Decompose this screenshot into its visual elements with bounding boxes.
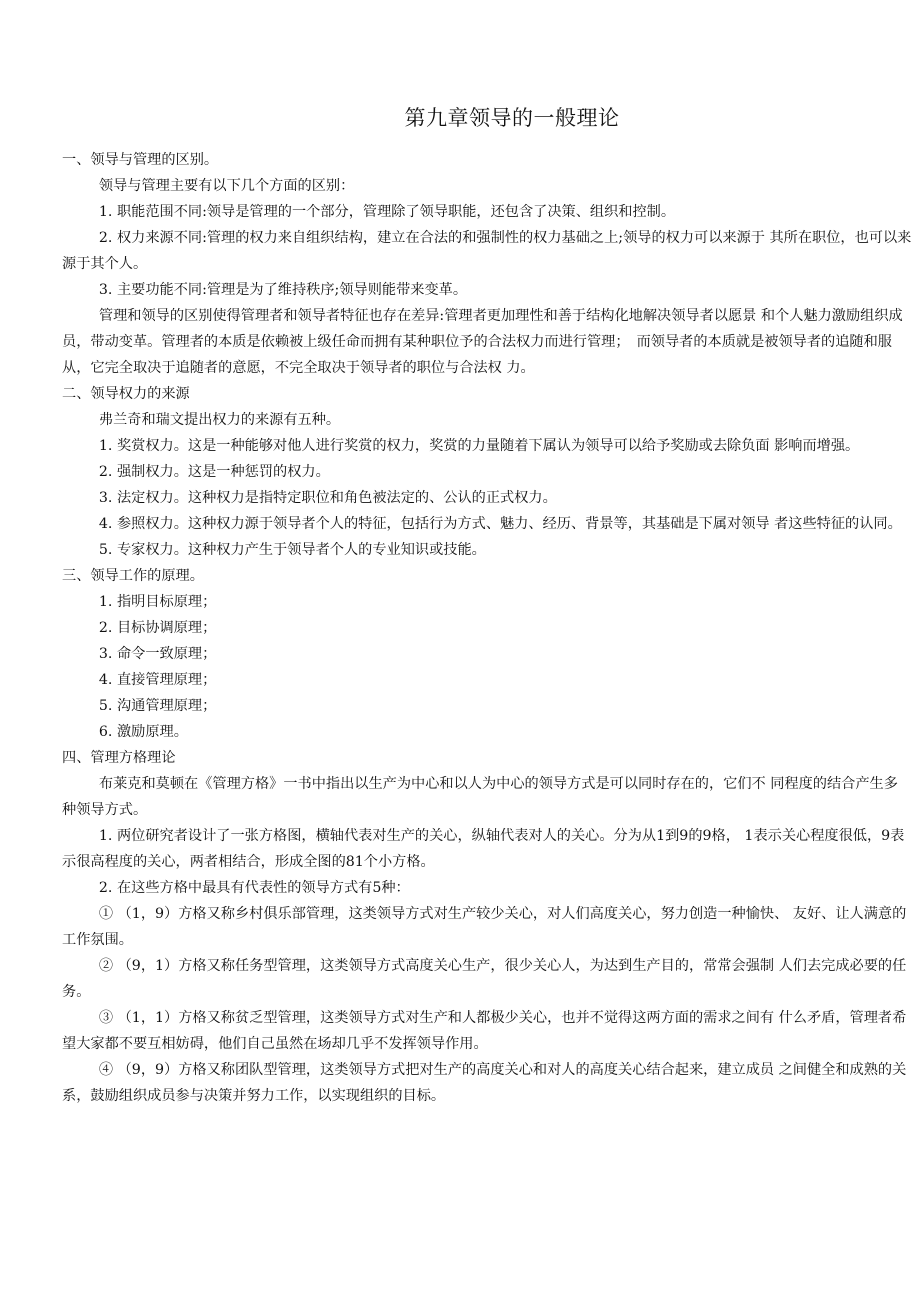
- list-item: 1. 指明目标原理；: [98, 594, 217, 610]
- paragraph: 5. 专家权力。这种权力产生于领导者个人的专业知识或技能。: [98, 542, 486, 558]
- paragraph: ② （9，1）方格又称任务型管理，这类领导方式高度关心生产，很少关心人，为达到生产目的，常常会强制 人们去完成必要的任务。: [62, 958, 907, 1000]
- section-heading: 三、领导工作的原理。: [62, 568, 204, 584]
- paragraph: ④ （9，9）方格又称团队型管理，这类领导方式把对生产的高度关心和对人的高度关心结合起来，建立成员 之间健全和成熟的关系，鼓励组织成员参与决策并努力工作，以实现组织的目标。: [62, 1062, 907, 1104]
- paragraph: 1. 奖赏权力。这是一种能够对他人进行奖赏的权力，奖赏的力量随着下属认为领导可以给予奖励或去除负面 影响而增强。: [98, 438, 860, 454]
- section-heading: 二、领导权力的来源: [62, 386, 190, 402]
- list-item: 2. 目标协调原理；: [98, 620, 217, 636]
- paragraph: 1. 两位研究者设计了一张方格图，横轴代表对生产的关心，纵轴代表对人的关心。分为从1到9的9格， 1表示关心程度很低，9表示很高程度的关心，两者相结合，形成全图的81个小方格。: [62, 828, 905, 870]
- paragraph: 2. 权力来源不同:管理的权力来自组织结构，建立在合法的和强制性的权力基础之上;领导的权力可以来源于 其所在职位，也可以来源于其个人。: [62, 230, 912, 272]
- list-item: 3. 命令一致原理；: [98, 646, 217, 662]
- list-item: 6. 激励原理。: [98, 724, 188, 740]
- paragraph: ③ （1，1）方格又称贫乏型管理，这类领导方式对生产和人都极少关心，也并不觉得这两方面的需求之间有 什么矛盾，管理者希望大家都不要互相妨碍，他们自己虽然在场却几乎不发挥领导作用。: [62, 1010, 907, 1052]
- document-title: 第九章领导的一般理论: [404, 106, 620, 130]
- paragraph: 布莱克和莫顿在《管理方格》一书中指出以生产为中心和以人为中心的领导方式是可以同时存在的，它们不 同程度的结合产生多种领导方式。: [62, 776, 898, 818]
- paragraph: 1. 职能范围不同:领导是管理的一个部分，管理除了领导职能，还包含了决策、组织和控制。: [98, 204, 676, 220]
- section-heading: 四、管理方格理论: [62, 750, 176, 766]
- paragraph: 2. 在这些方格中最具有代表性的领导方式有5种：: [98, 880, 410, 896]
- paragraph: 管理和领导的区别使得管理者和领导者特征也存在差异:管理者更加理性和善于结构化地解决领导者以愿景 和个人魅力激励组织成员，带动变革。管理者的本质是依赖被上级任命而拥有某种职位予的合法权力而进行管理； 而领导者的本质就是被领导者的追随和服从，它完全取决于追随者的意愿，不完全取决于领导者的职位与合法权 力。: [62, 308, 903, 376]
- paragraph: 弗兰奇和瑞文提出权力的来源有五种。: [98, 412, 341, 428]
- section-heading: 一、领导与管理的区别。: [62, 152, 219, 168]
- paragraph: 3. 法定权力。这种权力是指特定职位和角色被法定的、公认的正式权力。: [98, 490, 557, 506]
- list-item: 5. 沟通管理原理；: [98, 698, 217, 714]
- list-item: 4. 直接管理原理；: [98, 672, 217, 688]
- paragraph: 2. 强制权力。这是一种惩罚的权力。: [98, 464, 330, 480]
- paragraph: 4. 参照权力。这种权力源于领导者个人的特征，包括行为方式、魅力、经历、背景等，其基础是下属对领导 者这些特征的认同。: [98, 516, 902, 532]
- paragraph: 3. 主要功能不同:管理是为了维持秩序;领导则能带来变革。: [98, 282, 468, 298]
- paragraph: 领导与管理主要有以下几个方面的区别：: [98, 178, 355, 194]
- paragraph: ① （1，9）方格又称乡村俱乐部管理，这类领导方式对生产较少关心，对人们高度关心，努力创造一种愉快、 友好、让人满意的工作氛围。: [62, 906, 907, 948]
